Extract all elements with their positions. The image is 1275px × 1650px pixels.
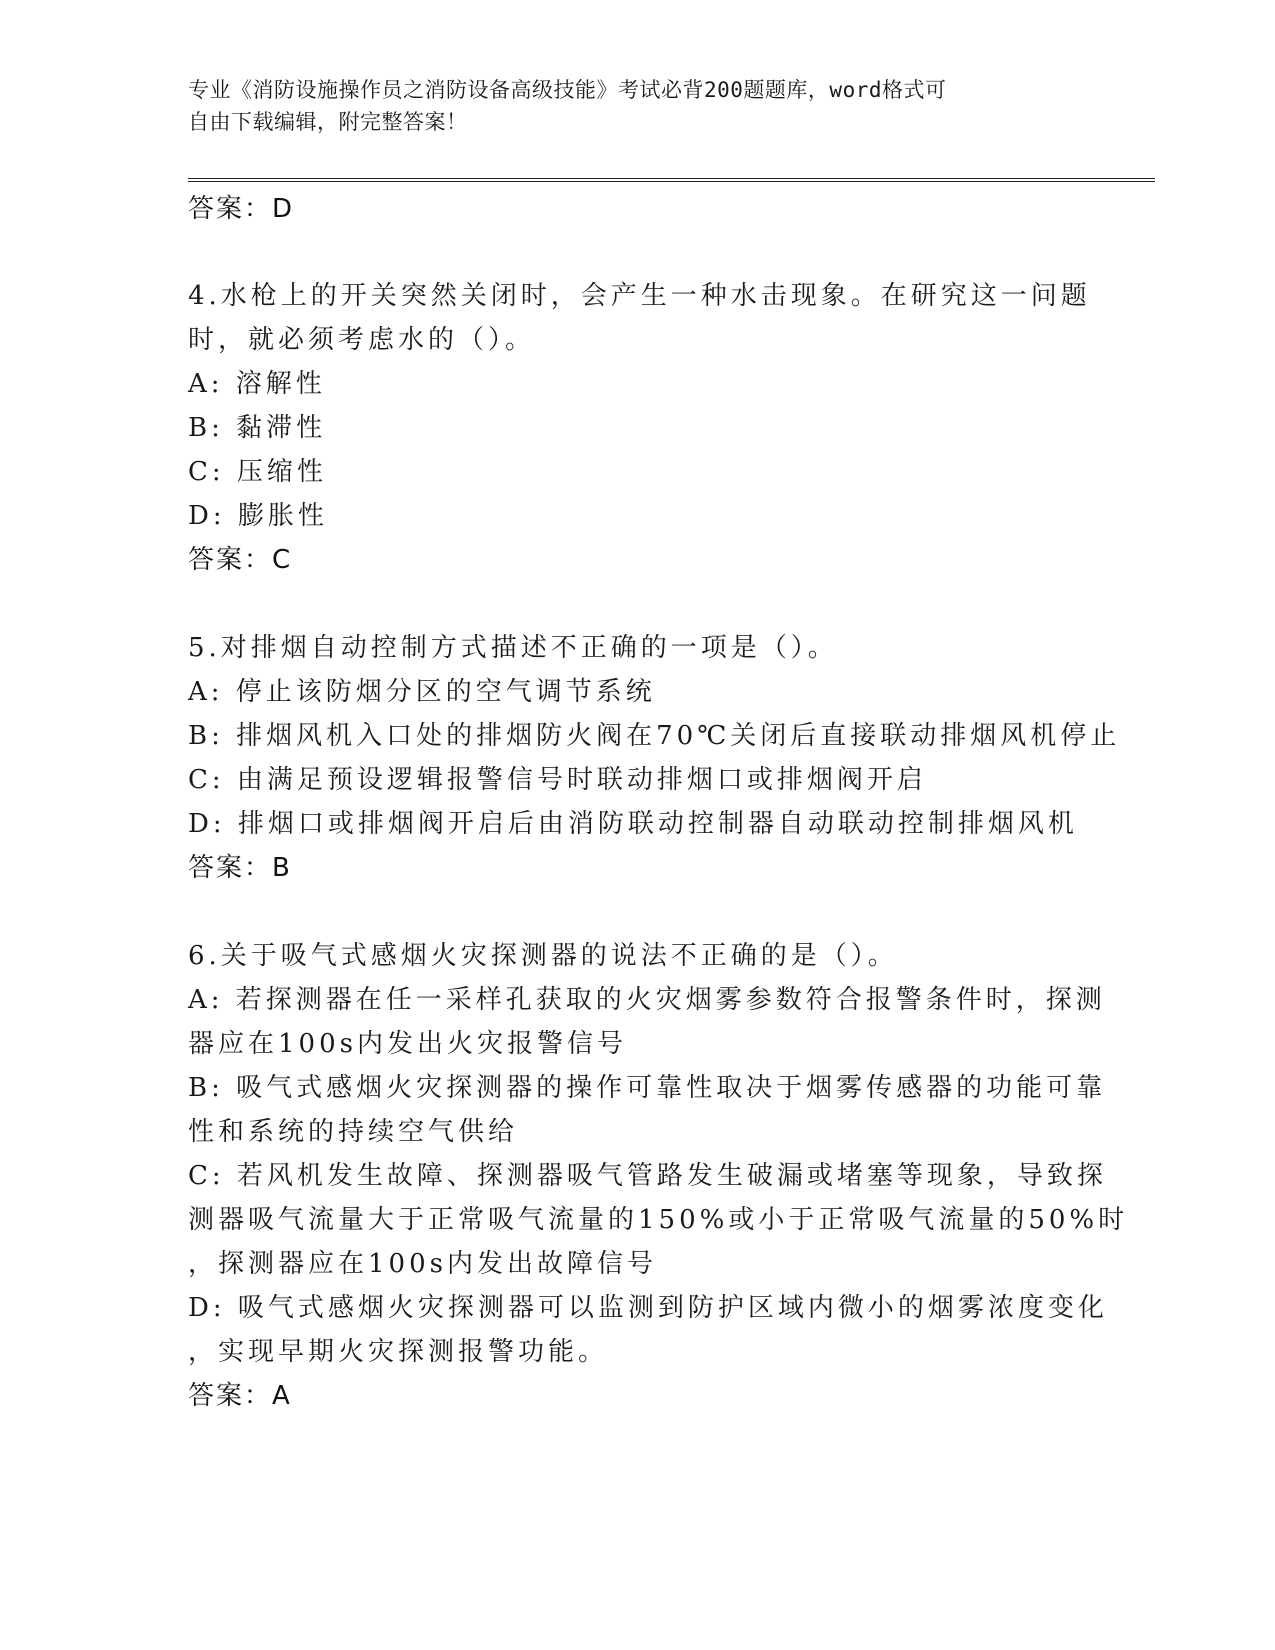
q5-option-d: D: 排烟口或排烟阀开启后由消防联动控制器自动联动控制排烟风机 (188, 809, 1078, 839)
q4-answer: 答案：C (188, 545, 293, 575)
q6-option-d-line-1: D: 吸气式感烟火灾探测器可以监测到防护区域内微小的烟雾浓度变化 (188, 1293, 1108, 1323)
q3-answer: 答案：D (188, 194, 295, 224)
q6-option-b-line-2: 性和系统的持续空气供给 (188, 1117, 519, 1147)
q6-option-c-line-1: C: 若风机发生故障、探测器吸气管路发生破漏或堵塞等现象，导致探 (188, 1161, 1107, 1191)
q4-option-c: C: 压缩性 (188, 457, 327, 487)
q4-stem-line-1: 4.水枪上的开关突然关闭时，会产生一种水击现象。在研究这一问题 (188, 281, 1091, 311)
q5-answer: 答案：B (188, 853, 292, 883)
document-header (188, 74, 1068, 138)
q6-option-b-line-1: B: 吸气式感烟火灾探测器的操作可靠性取决于烟雾传感器的功能可靠 (188, 1073, 1107, 1103)
header-line-1: 专业《消防设施操作员之消防设备高级技能》考试必背200题题库，word格式可 (188, 78, 947, 102)
header-line-2: 自由下载编辑，附完整答案！ (188, 110, 468, 134)
q6-option-c-line-3: ，探测器应在100s内发出故障信号 (188, 1249, 657, 1279)
q4-option-b: B: 黏滞性 (188, 413, 327, 443)
q5-option-c: C: 由满足预设逻辑报警信号时联动排烟口或排烟阀开启 (188, 765, 927, 795)
q6-option-c-line-2: 测器吸气流量大于正常吸气流量的150%或小于正常吸气流量的50%时 (188, 1205, 1129, 1235)
q6-option-a-line-1: A: 若探测器在任一采样孔获取的火灾烟雾参数符合报警条件时，探测 (188, 985, 1106, 1015)
q6-option-a-line-2: 器应在100s内发出火灾报警信号 (188, 1029, 627, 1059)
q6-option-d-line-2: ，实现早期火灾探测报警功能。 (188, 1337, 609, 1367)
q5-option-a: A: 停止该防烟分区的空气调节系统 (188, 677, 656, 707)
q5-stem: 5.对排烟自动控制方式描述不正确的一项是（）。 (188, 633, 838, 663)
q6-answer: 答案：A (188, 1381, 292, 1411)
header-divider (188, 178, 1155, 182)
q6-stem: 6.关于吸气式感烟火灾探测器的说法不正确的是（）。 (188, 941, 898, 971)
q4-option-a: A: 溶解性 (188, 369, 326, 399)
q4-option-d: D: 膨胀性 (188, 501, 328, 531)
q5-option-b: B: 排烟风机入口处的排烟防火阀在70℃关闭后直接联动排烟风机停止 (188, 721, 1121, 751)
q4-stem-line-2: 时，就必须考虑水的（）。 (188, 325, 536, 355)
